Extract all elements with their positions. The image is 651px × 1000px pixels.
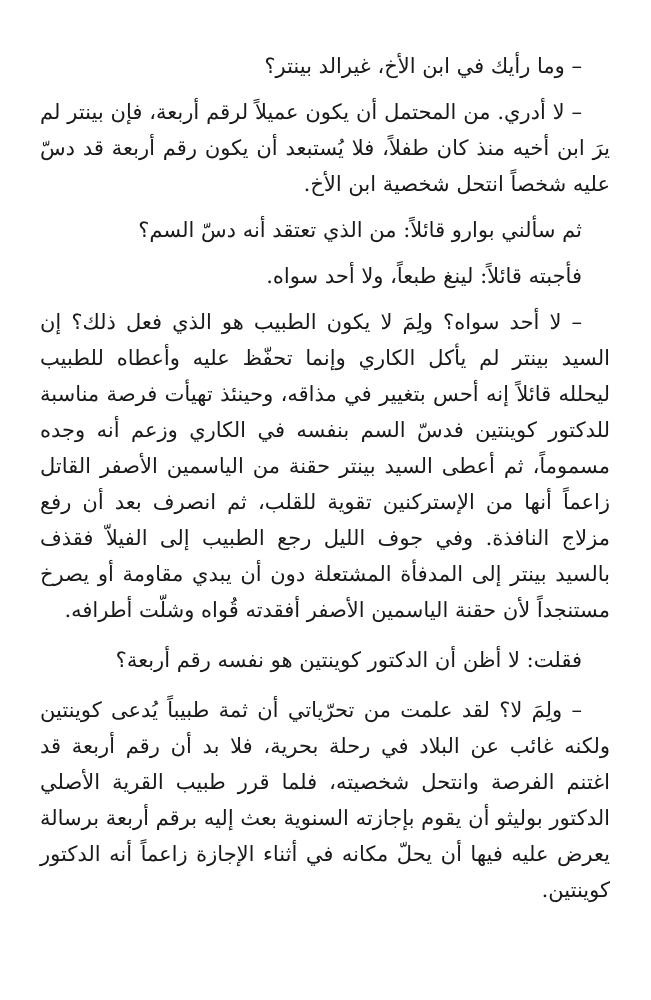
paragraph-6: فقلت: لا أظن أن الدكتور كوينتين هو نفسه رقم أربعة؟ [115,648,582,672]
paragraph-5: – لا أحد سواه؟ ولِمَ لا يكون الطبيب هو الذي فعل ذلك؟ إن السيد بينتر لم يأكل الكاري وإنما تحفّظ عليه وأعطاه للطبيب ليحلله قائلاً إنه أحس بتغيير في مذاقه، وحينئذ تهيأت فرصة مناسبة للدكتور كوينتين فدسّ السم بنفسه في الكاري وزعم أنه وجده مسموماً، ثم أعطى السيد بينتر حقنة من الياسمين الأصفر القاتل زاعماً أنها من الإستركنين تقوية للقلب، ثم انصرف بعد أن رفع مزلاج النافذة. وفي جوف الليل رجع الطبيب إلى الفيلاّ فقذف بالسيد بينتر إلى المدفأة المشتعلة دون أن يبدي مقاومة أو يصرخ مستنجداً لأن حقنة الياسمين الأصفر أفقدته قُواه وشلّت أطرافه. [40,310,610,622]
book-page [40,48,610,918]
paragraph-1: – وما رأيك في ابن الأخ، غيرالد بينتر؟ [264,54,582,78]
paragraph-3: ثم سألني بوارو قائلاً: من الذي تعتقد أنه دسّ السم؟ [138,218,582,242]
paragraph-2: – لا أدري. من المحتمل أن يكون عميلاً لرقم أربعة، فإن بينتر لم يرَ ابن أخيه منذ كان طفلاً، فلا يُستبعد أن يكون رقم أربعة قد دسّ عليه شخصاً انتحل شخصية ابن الأخ. [40,100,610,196]
paragraph-7: – ولِمَ لا؟ لقد علمت من تحرّياتي أن ثمة طبيباً يُدعى كوينتين ولكنه غائب عن البلاد في رحلة بحرية، فلا بد أن رقم أربعة قد اغتنم الفرصة وانتحل شخصيته، فلما قرر طبيب القرية الأصلي الدكتور بوليثو أن يقوم بإجازته السنوية بعث إليه برقم أربعة برسالة يعرض عليه فيها أن يحلّ مكانه في أثناء الإجازة زاعماً أنه الدكتور كوينتين. [40,698,610,902]
paragraph-4: فأجبته قائلاً: لينغ طبعاً، ولا أحد سواه. [266,264,582,288]
